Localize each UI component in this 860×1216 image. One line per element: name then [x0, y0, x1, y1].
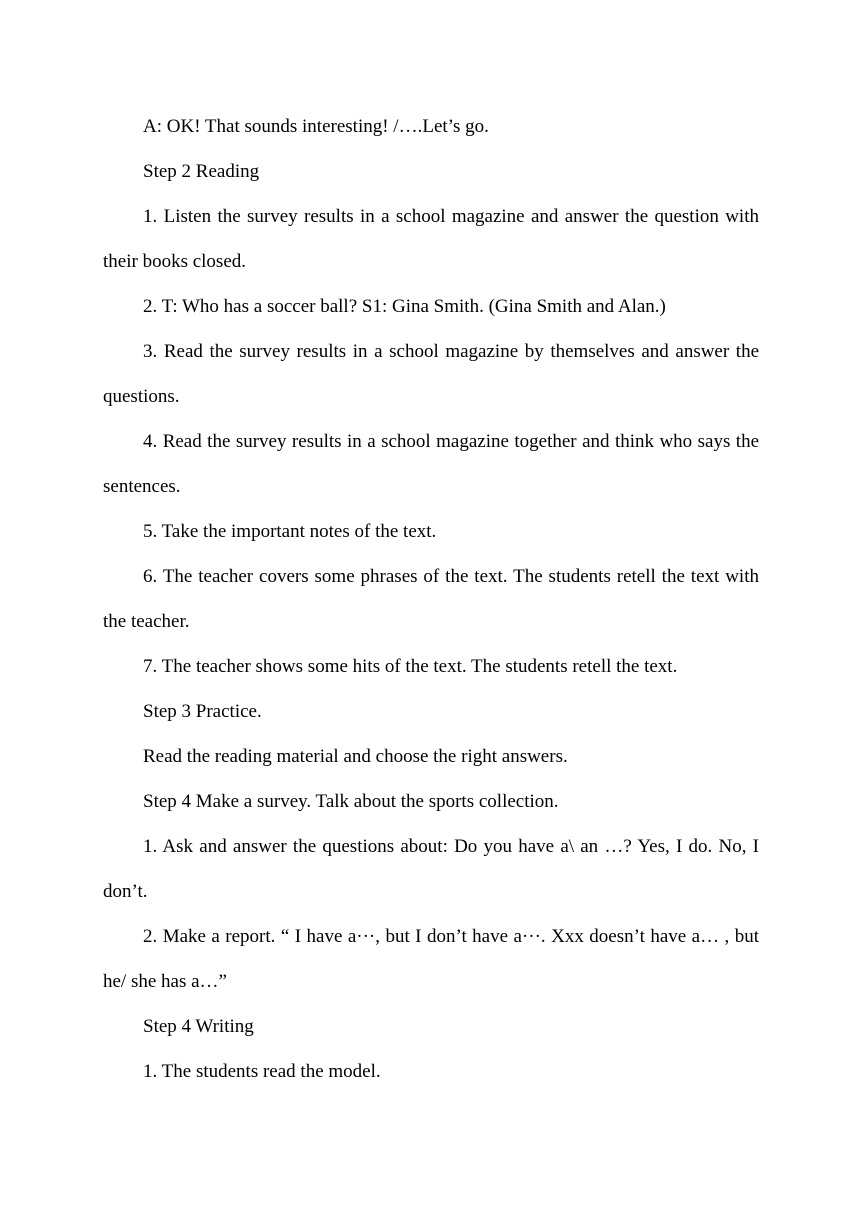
paragraph-step-3: Read the reading material and choose the right answers.: [143, 746, 568, 767]
heading-step-3: Step 3 Practice.: [143, 701, 262, 722]
document-body: [103, 104, 759, 1094]
paragraph-step-2-item-5: 5. Take the important notes of the text.: [143, 521, 437, 542]
paragraph-step-2-item-3: 3. Read the survey results in a school magazine by themselves and answer the questions.: [103, 341, 759, 407]
heading-step-2: Step 2 Reading: [143, 161, 260, 182]
paragraph-step-2-item-7: 7. The teacher shows some hits of the text. The students retell the text.: [143, 656, 678, 677]
paragraph-survey-item-1: 1. Ask and answer the questions about: Do you have a\ an …? Yes, I do. No, I don’t.: [103, 836, 759, 902]
paragraph-step-2-item-6: 6. The teacher covers some phrases of the text. The students retell the text with the teacher.: [103, 566, 759, 632]
paragraph-writing-item-1: 1. The students read the model.: [143, 1061, 381, 1082]
paragraph-step-2-item-2: 2. T: Who has a soccer ball? S1: Gina Smith. (Gina Smith and Alan.): [143, 296, 666, 317]
heading-step-4-writing: Step 4 Writing: [143, 1016, 254, 1037]
heading-step-4-survey: Step 4 Make a survey. Talk about the sports collection.: [143, 791, 559, 812]
paragraph-step-2-item-4: 4. Read the survey results in a school magazine together and think who says the sentences.: [103, 431, 759, 497]
paragraph-dialogue: A: OK! That sounds interesting! /….Let’s go.: [143, 116, 489, 137]
paragraph-step-2-item-1: 1. Listen the survey results in a school magazine and answer the question with their books closed.: [103, 206, 759, 272]
paragraph-survey-item-2: 2. Make a report. “ I have a···, but I don’t have a···. Xxx doesn’t have a… , but he/ she has a…”: [103, 926, 759, 992]
